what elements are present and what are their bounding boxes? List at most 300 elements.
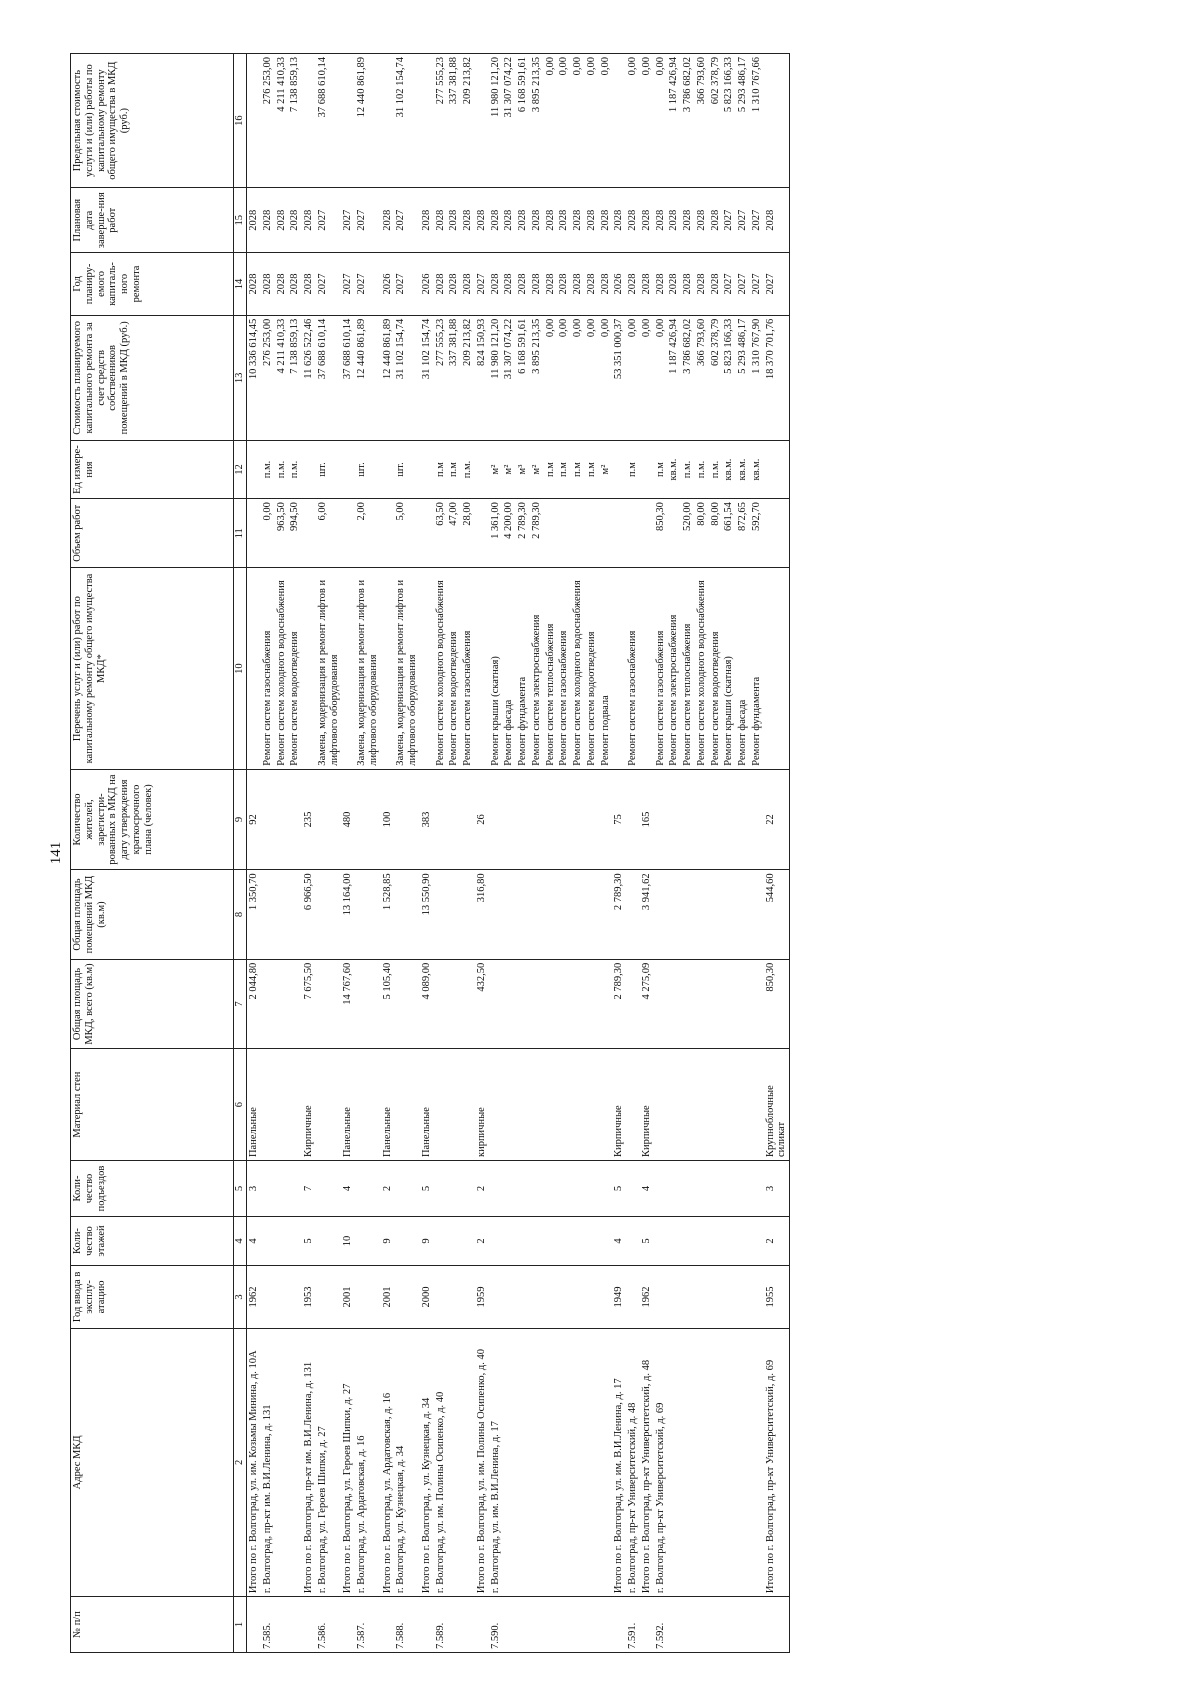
unit-cell: м²: [599, 440, 613, 498]
premises-area-cell: [599, 870, 613, 959]
max-cost-cell: [381, 54, 395, 188]
unit-cell: [341, 440, 355, 498]
row-number-cell: [764, 1597, 790, 1653]
row-number-cell: [667, 1597, 681, 1653]
commission-year-cell: [557, 1266, 571, 1329]
completion-date-cell: 2028: [585, 188, 599, 253]
premises-area-cell: [750, 870, 764, 959]
column-number: 3: [234, 1266, 247, 1329]
entrances-cell: [516, 1161, 530, 1217]
unit-cell: [247, 440, 261, 498]
completion-date-cell: 2028: [667, 188, 681, 253]
commission-year-cell: [530, 1266, 544, 1329]
address-cell: [722, 1328, 736, 1596]
commission-year-cell: [722, 1266, 736, 1329]
planned-cost-cell: 53 351 000,37: [612, 315, 626, 440]
row-number-cell: [247, 1597, 261, 1653]
floors-cell: [599, 1216, 613, 1265]
repair-year-cell: 2028: [585, 253, 599, 316]
work-description-cell: Ремонт систем холодного водоснабжения: [571, 568, 585, 769]
unit-cell: п.м: [557, 440, 571, 498]
planned-cost-cell: 824 150,93: [475, 315, 489, 440]
planned-cost-cell: 1 310 767,90: [750, 315, 764, 440]
work-volume-cell: 0,00: [261, 499, 275, 568]
floors-cell: 2: [764, 1216, 790, 1265]
work-description-cell: Ремонт систем газоснабжения: [557, 568, 571, 769]
entrances-cell: [288, 1161, 302, 1217]
row-number-cell: [544, 1597, 558, 1653]
unit-cell: м²: [502, 440, 516, 498]
row-number-cell: 7.592.: [654, 1597, 668, 1653]
repair-year-cell: 2026: [420, 253, 434, 316]
column-header: Ед измере-ния: [71, 440, 234, 498]
work-description-cell: Ремонт систем газоснабжения: [461, 568, 475, 769]
unit-cell: м²: [530, 440, 544, 498]
work-volume-cell: 2,00: [355, 499, 381, 568]
table-row: [722, 54, 736, 1653]
column-header: Предельная стоимость услуги и (или) работы по капитальному ремонту общего имущества в МКД (руб.): [71, 54, 234, 188]
commission-year-cell: [654, 1266, 668, 1329]
work-description-cell: [764, 568, 790, 769]
unit-cell: [764, 440, 790, 498]
total-area-cell: 5 105,40: [381, 959, 395, 1048]
completion-date-cell: 2027: [750, 188, 764, 253]
total-area-cell: [695, 959, 709, 1048]
column-header: Количество жителей, зарегистри-рованных в МКД на дату утверждения краткосрочного плана (человек): [71, 769, 234, 870]
column-number: 8: [234, 870, 247, 959]
wall-material-cell: [585, 1049, 599, 1161]
header-row: [71, 54, 234, 1653]
completion-date-cell: 2028: [381, 188, 395, 253]
column-number: 10: [234, 568, 247, 769]
max-cost-cell: 0,00: [640, 54, 654, 188]
address-cell: г. Волгоград, ул. Кузнецкая, д. 34: [394, 1328, 420, 1596]
repair-year-cell: 2026: [612, 253, 626, 316]
entrances-cell: 2: [475, 1161, 489, 1217]
table-row: [571, 54, 585, 1653]
table-row: [516, 54, 530, 1653]
entrances-cell: [544, 1161, 558, 1217]
max-cost-cell: 209 213,82: [461, 54, 475, 188]
floors-cell: [355, 1216, 381, 1265]
unit-cell: [302, 440, 316, 498]
wall-material-cell: [489, 1049, 503, 1161]
work-description-cell: [302, 568, 316, 769]
commission-year-cell: 1949: [612, 1266, 626, 1329]
wall-material-cell: [681, 1049, 695, 1161]
row-number-cell: [681, 1597, 695, 1653]
planned-cost-cell: 0,00: [640, 315, 654, 440]
planned-cost-cell: 31 307 074,22: [502, 315, 516, 440]
column-header: Перечень услуг и (или) работ по капитальному ремонту общего имущества МКД*: [71, 568, 234, 769]
residents-cell: [530, 769, 544, 870]
entrances-cell: [585, 1161, 599, 1217]
max-cost-cell: 1 187 426,94: [667, 54, 681, 188]
unit-cell: п.м.: [681, 440, 695, 498]
floors-cell: 4: [247, 1216, 261, 1265]
column-header: № п/п: [71, 1597, 234, 1653]
address-cell: [557, 1328, 571, 1596]
repair-year-cell: 2028: [302, 253, 316, 316]
entrances-cell: 5: [612, 1161, 626, 1217]
table-row: [654, 54, 668, 1653]
repair-year-cell: 2027: [394, 253, 420, 316]
wall-material-cell: Панельные: [247, 1049, 261, 1161]
planned-cost-cell: 7 138 859,13: [288, 315, 302, 440]
work-volume-cell: 661,54: [722, 499, 736, 568]
residents-cell: [502, 769, 516, 870]
work-description-cell: Ремонт систем водоотведения: [709, 568, 723, 769]
table-row: [695, 54, 709, 1653]
table-row: [626, 54, 640, 1653]
residents-cell: 165: [640, 769, 654, 870]
table-row: [681, 54, 695, 1653]
repair-year-cell: 2028: [530, 253, 544, 316]
residents-cell: [736, 769, 750, 870]
residents-cell: [489, 769, 503, 870]
planned-cost-cell: 0,00: [585, 315, 599, 440]
max-cost-cell: 5 823 166,33: [722, 54, 736, 188]
residents-cell: [516, 769, 530, 870]
premises-area-cell: 6 966,50: [302, 870, 316, 959]
residents-cell: 100: [381, 769, 395, 870]
row-number-cell: 7.588.: [394, 1597, 420, 1653]
row-number-cell: 7.589.: [434, 1597, 448, 1653]
address-cell: г. Волгоград, пр-кт им. В.И.Ленина, д. 131: [261, 1328, 275, 1596]
row-number-cell: [275, 1597, 289, 1653]
work-volume-cell: [612, 499, 626, 568]
premises-area-cell: 1 528,85: [381, 870, 395, 959]
completion-date-cell: 2027: [394, 188, 420, 253]
floors-cell: [544, 1216, 558, 1265]
row-number-cell: [695, 1597, 709, 1653]
max-cost-cell: 366 793,60: [695, 54, 709, 188]
max-cost-cell: 37 688 610,14: [316, 54, 342, 188]
wall-material-cell: Кирпичные: [640, 1049, 654, 1161]
column-header: Материал стен: [71, 1049, 234, 1161]
residents-cell: [288, 769, 302, 870]
rotated-content: [40, 53, 1180, 1653]
work-volume-cell: 994,50: [288, 499, 302, 568]
floors-cell: [461, 1216, 475, 1265]
wall-material-cell: [722, 1049, 736, 1161]
address-cell: Итого по г. Волгоград, пр-кт Университетский, д. 69: [764, 1328, 790, 1596]
residents-cell: [316, 769, 342, 870]
floors-cell: [394, 1216, 420, 1265]
premises-area-cell: [709, 870, 723, 959]
planned-cost-cell: 209 213,82: [461, 315, 475, 440]
floors-cell: [722, 1216, 736, 1265]
total-area-cell: [585, 959, 599, 1048]
row-number-cell: 7.587.: [355, 1597, 381, 1653]
row-number-cell: [475, 1597, 489, 1653]
repair-year-cell: 2027: [764, 253, 790, 316]
completion-date-cell: 2028: [261, 188, 275, 253]
entrances-cell: [394, 1161, 420, 1217]
column-number: 1: [234, 1597, 247, 1653]
repair-year-cell: 2028: [247, 253, 261, 316]
table-row: [288, 54, 302, 1653]
table-row: [667, 54, 681, 1653]
work-volume-cell: 63,50: [434, 499, 448, 568]
residents-cell: [599, 769, 613, 870]
work-volume-cell: [599, 499, 613, 568]
entrances-cell: [667, 1161, 681, 1217]
entrances-cell: 3: [247, 1161, 261, 1217]
planned-cost-cell: 5 823 166,33: [722, 315, 736, 440]
work-volume-cell: [571, 499, 585, 568]
total-area-cell: [544, 959, 558, 1048]
total-area-cell: [667, 959, 681, 1048]
wall-material-cell: Кирпичные: [612, 1049, 626, 1161]
max-cost-cell: 6 168 591,61: [516, 54, 530, 188]
work-description-cell: [612, 568, 626, 769]
planned-cost-cell: 10 336 614,45: [247, 315, 261, 440]
unit-cell: [475, 440, 489, 498]
row-number-cell: [530, 1597, 544, 1653]
premises-area-cell: [681, 870, 695, 959]
unit-cell: шт.: [355, 440, 381, 498]
repair-year-cell: 2028: [544, 253, 558, 316]
floors-cell: 9: [381, 1216, 395, 1265]
commission-year-cell: 1955: [764, 1266, 790, 1329]
work-description-cell: [640, 568, 654, 769]
planned-cost-cell: 0,00: [571, 315, 585, 440]
completion-date-cell: 2028: [302, 188, 316, 253]
wall-material-cell: [626, 1049, 640, 1161]
planned-cost-cell: 37 688 610,14: [341, 315, 355, 440]
wall-material-cell: [502, 1049, 516, 1161]
total-area-cell: [316, 959, 342, 1048]
total-area-cell: [261, 959, 275, 1048]
unit-cell: кв.м.: [750, 440, 764, 498]
max-cost-cell: 0,00: [626, 54, 640, 188]
entrances-cell: [557, 1161, 571, 1217]
row-number-cell: [750, 1597, 764, 1653]
entrances-cell: 4: [640, 1161, 654, 1217]
total-area-cell: [461, 959, 475, 1048]
max-cost-cell: [475, 54, 489, 188]
commission-year-cell: 1962: [640, 1266, 654, 1329]
residents-cell: [681, 769, 695, 870]
entrances-cell: [261, 1161, 275, 1217]
unit-cell: [420, 440, 434, 498]
entrances-cell: [681, 1161, 695, 1217]
completion-date-cell: 2028: [599, 188, 613, 253]
wall-material-cell: [736, 1049, 750, 1161]
residents-cell: 92: [247, 769, 261, 870]
work-volume-cell: [247, 499, 261, 568]
floors-cell: [654, 1216, 668, 1265]
unit-cell: п.м: [434, 440, 448, 498]
work-description-cell: Ремонт систем холодного водоснабжения: [275, 568, 289, 769]
premises-area-cell: [461, 870, 475, 959]
work-description-cell: Ремонт систем газоснабжения: [261, 568, 275, 769]
max-cost-cell: 31 307 074,22: [502, 54, 516, 188]
table-row: [381, 54, 395, 1653]
max-cost-cell: [341, 54, 355, 188]
entrances-cell: 3: [764, 1161, 790, 1217]
premises-area-cell: [502, 870, 516, 959]
unit-cell: п.м: [626, 440, 640, 498]
commission-year-cell: [695, 1266, 709, 1329]
entrances-cell: [530, 1161, 544, 1217]
commission-year-cell: 2001: [381, 1266, 395, 1329]
commission-year-cell: [544, 1266, 558, 1329]
max-cost-cell: 0,00: [599, 54, 613, 188]
planned-cost-cell: 3 895 213,35: [530, 315, 544, 440]
floors-cell: 4: [612, 1216, 626, 1265]
wall-material-cell: [544, 1049, 558, 1161]
row-number-cell: [557, 1597, 571, 1653]
total-area-cell: [557, 959, 571, 1048]
table-row: [394, 54, 420, 1653]
address-cell: г. Волгоград, пр-кт Университетский, д. 48: [626, 1328, 640, 1596]
column-header: Коли-чество подъездов: [71, 1161, 234, 1217]
table-row: [275, 54, 289, 1653]
planned-cost-cell: 11 980 121,20: [489, 315, 503, 440]
entrances-cell: [461, 1161, 475, 1217]
floors-cell: [585, 1216, 599, 1265]
unit-cell: м³: [516, 440, 530, 498]
planned-cost-cell: 277 555,23: [434, 315, 448, 440]
work-volume-cell: 47,00: [447, 499, 461, 568]
work-description-cell: Замена, модернизация и ремонт лифтов и лифтового оборудования: [316, 568, 342, 769]
work-description-cell: Замена, модернизация и ремонт лифтов и лифтового оборудования: [394, 568, 420, 769]
commission-year-cell: [750, 1266, 764, 1329]
table-row: [302, 54, 316, 1653]
commission-year-cell: [275, 1266, 289, 1329]
commission-year-cell: [585, 1266, 599, 1329]
repair-year-cell: 2027: [341, 253, 355, 316]
max-cost-cell: 276 253,00: [261, 54, 275, 188]
work-description-cell: [381, 568, 395, 769]
entrances-cell: [599, 1161, 613, 1217]
completion-date-cell: 2028: [681, 188, 695, 253]
address-cell: Итого по г. Волгоград, пр-кт им. В.И.Ленина, д. 131: [302, 1328, 316, 1596]
work-description-cell: Ремонт систем теплоснабжения: [544, 568, 558, 769]
max-cost-cell: 31 102 154,74: [394, 54, 420, 188]
commission-year-cell: [489, 1266, 503, 1329]
work-volume-cell: 1 361,00: [489, 499, 503, 568]
column-header: Год ввода в эксплу-атацию: [71, 1266, 234, 1329]
entrances-cell: 5: [420, 1161, 434, 1217]
entrances-cell: [316, 1161, 342, 1217]
address-cell: Итого по г. Волгоград, пр-кт Университетский, д. 48: [640, 1328, 654, 1596]
commission-year-cell: [316, 1266, 342, 1329]
commission-year-cell: [394, 1266, 420, 1329]
work-volume-cell: 6,00: [316, 499, 342, 568]
work-volume-cell: [557, 499, 571, 568]
work-volume-cell: 80,00: [709, 499, 723, 568]
repair-year-cell: 2028: [447, 253, 461, 316]
unit-cell: кв.м.: [667, 440, 681, 498]
table-row: [489, 54, 503, 1653]
premises-area-cell: 13 550,90: [420, 870, 434, 959]
row-number-cell: [709, 1597, 723, 1653]
table-row: [475, 54, 489, 1653]
wall-material-cell: [461, 1049, 475, 1161]
commission-year-cell: [434, 1266, 448, 1329]
planned-cost-cell: 602 378,79: [709, 315, 723, 440]
repair-year-cell: 2028: [275, 253, 289, 316]
premises-area-cell: [544, 870, 558, 959]
unit-cell: шт.: [316, 440, 342, 498]
residents-cell: [585, 769, 599, 870]
total-area-cell: [750, 959, 764, 1048]
completion-date-cell: 2028: [516, 188, 530, 253]
address-cell: [681, 1328, 695, 1596]
total-area-cell: [502, 959, 516, 1048]
table-row: [355, 54, 381, 1653]
residents-cell: [275, 769, 289, 870]
floors-cell: 5: [302, 1216, 316, 1265]
wall-material-cell: [599, 1049, 613, 1161]
completion-date-cell: 2027: [722, 188, 736, 253]
repair-year-cell: 2028: [695, 253, 709, 316]
completion-date-cell: 2028: [447, 188, 461, 253]
address-cell: Итого по г. Волгоград, ул. им. Полины Осипенко, д. 40: [475, 1328, 489, 1596]
unit-cell: кв.м.: [722, 440, 736, 498]
residents-cell: [654, 769, 668, 870]
wall-material-cell: [355, 1049, 381, 1161]
premises-area-cell: [261, 870, 275, 959]
entrances-cell: [489, 1161, 503, 1217]
planned-cost-cell: 31 102 154,74: [420, 315, 434, 440]
wall-material-cell: [316, 1049, 342, 1161]
table-row: [461, 54, 475, 1653]
entrances-cell: [571, 1161, 585, 1217]
work-volume-cell: [381, 499, 395, 568]
floors-cell: [736, 1216, 750, 1265]
planned-cost-cell: 11 626 522,46: [302, 315, 316, 440]
commission-year-cell: [736, 1266, 750, 1329]
repair-year-cell: 2028: [654, 253, 668, 316]
wall-material-cell: Панельные: [420, 1049, 434, 1161]
row-number-cell: [447, 1597, 461, 1653]
completion-date-cell: 2028: [461, 188, 475, 253]
table-row: [640, 54, 654, 1653]
max-cost-cell: 0,00: [544, 54, 558, 188]
table-row: [530, 54, 544, 1653]
address-cell: [447, 1328, 461, 1596]
row-number-cell: [502, 1597, 516, 1653]
floors-cell: [288, 1216, 302, 1265]
completion-date-cell: 2028: [571, 188, 585, 253]
column-number-row: [234, 54, 247, 1653]
row-number-cell: [341, 1597, 355, 1653]
max-cost-cell: 602 378,79: [709, 54, 723, 188]
work-description-cell: Ремонт систем теплоснабжения: [681, 568, 695, 769]
commission-year-cell: 2001: [341, 1266, 355, 1329]
column-number: 15: [234, 188, 247, 253]
premises-area-cell: [571, 870, 585, 959]
row-number-cell: [612, 1597, 626, 1653]
column-number: 11: [234, 499, 247, 568]
work-description-cell: Ремонт фасада: [502, 568, 516, 769]
commission-year-cell: [461, 1266, 475, 1329]
repair-year-cell: 2028: [261, 253, 275, 316]
table-row: [612, 54, 626, 1653]
work-volume-cell: 5,00: [394, 499, 420, 568]
max-cost-cell: [420, 54, 434, 188]
address-cell: [695, 1328, 709, 1596]
residents-cell: [557, 769, 571, 870]
planned-cost-cell: 0,00: [626, 315, 640, 440]
total-area-cell: [530, 959, 544, 1048]
address-cell: Итого по г. Волгоград, , ул. Кузнецкая, д. 34: [420, 1328, 434, 1596]
entrances-cell: [722, 1161, 736, 1217]
